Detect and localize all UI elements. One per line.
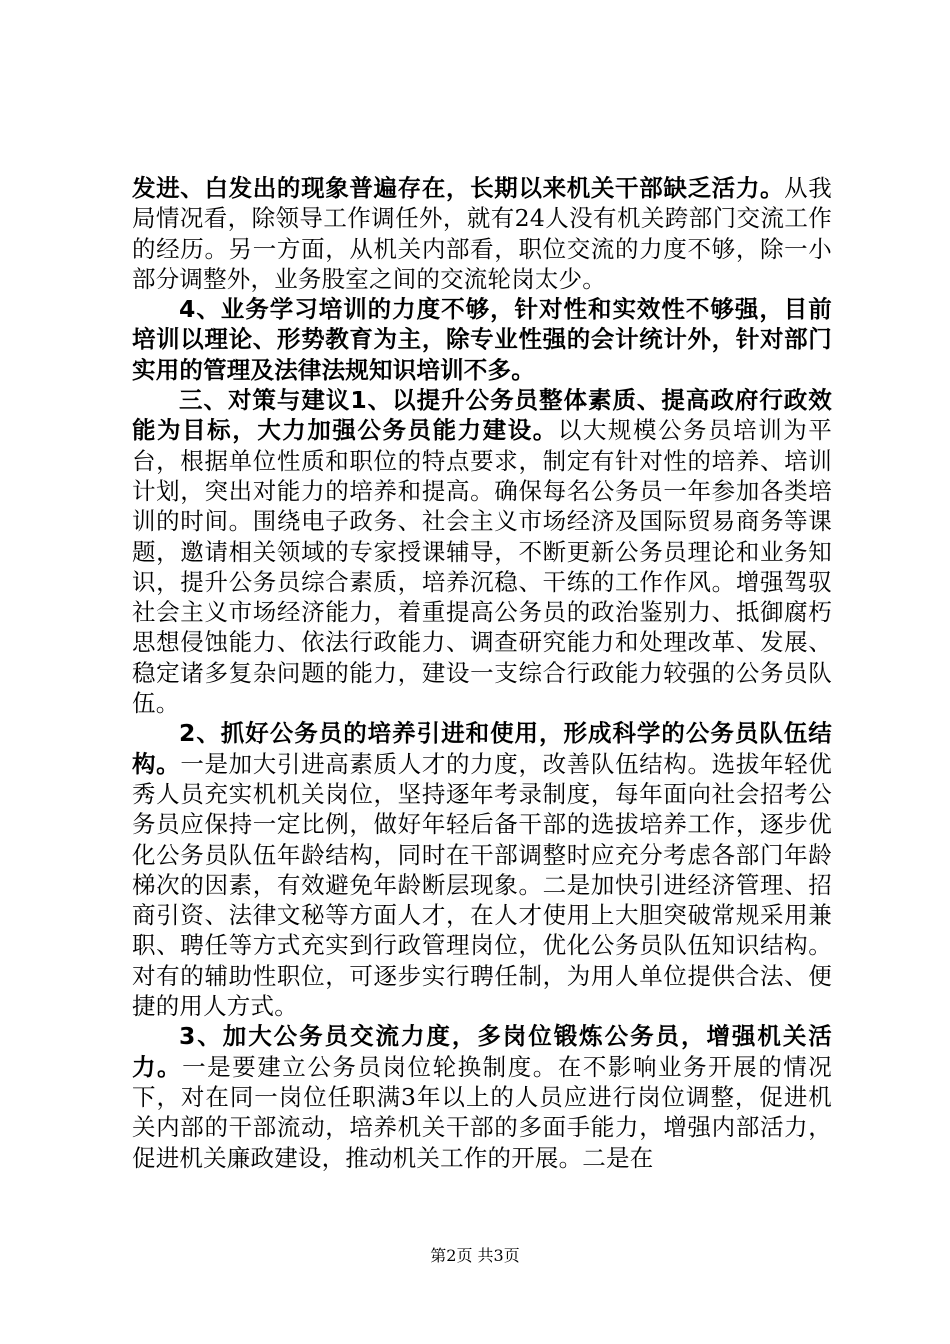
paragraph-3-bold: 三、对策与建议1、以提升公务员整体素质、提高政府行政效能为目标，大力加强公务员能力建设。 xyxy=(132,386,832,445)
paragraph-4 xyxy=(132,718,832,1021)
paragraph-1-text: 从我局情况看，除领导工作调任外，就有24人没有机关跨部门交流工作的经历。另一方面，从机关内部看，职位交流的力度不够，除一小部分调整外，业务股室之间的交流轮岗太少。 xyxy=(132,174,832,293)
paragraph-2-bold: 4、业务学习培训的力度不够，针对性和实效性不够强，目前培训以理论、形势教育为主，除专业性强的会计统计外，针对部门实用的管理及法律法规知识培训不多。 xyxy=(132,295,832,384)
paragraph-5 xyxy=(132,1021,832,1172)
page-footer: 第2页 共3页 xyxy=(430,1246,520,1265)
paragraph-4-bold: 2、抓好公务员的培养引进和使用，形成科学的公务员队伍结构。 xyxy=(132,719,832,778)
paragraph-3-text: 以大规模公务员培训为平台，根据单位性质和职位的特点要求，制定有针对性的培养、培训计划，突出对能力的培养和提高。确保每名公务员一年参加各类培训的时间。围绕电子政务、社会主义市场经济及国际贸易商务等课题，邀请相关领域的专家授课辅导，不断更新公务员理论和业务知识，提升公务员综合素质，培养沉稳、干练的工作作风。增强驾驭社会主义市场经济能力，着重提高公务员的政治鉴别力、抵御腐朽思想侵蚀能力、依法行政能力、调查研究能力和处理改革、发展、稳定诸多复杂问题的能力，建设一支综合行政能力较强的公务员队伍。 xyxy=(132,416,832,718)
paragraph-5-bold: 3、加大公务员交流力度，多岗位锻炼公务员，增强机关活力。 xyxy=(132,1022,832,1081)
document-body xyxy=(132,173,832,1173)
paragraph-1 xyxy=(132,173,832,294)
paragraph-1-bold: 发进、白发出的现象普遍存在，长期以来机关干部缺乏活力。 xyxy=(132,174,785,202)
paragraph-5-text: 一是要建立公务员岗位轮换制度。在不影响业务开展的情况下，对在同一岗位任职满3年以上的人员应进行岗位调整，促进机关内部的干部流动，培养机关干部的多面手能力，增强内部活力，促进机关廉政建设，推动机关工作的开展。二是在 xyxy=(132,1052,833,1172)
paragraph-3 xyxy=(132,385,832,718)
paragraph-4-text: 一是加大引进高素质人才的力度，改善队伍结构。选拔年轻优秀人员充实机机关岗位，坚持逐年考录制度，每年面向社会招考公务员应保持一定比例，做好年轻后备干部的选拔培养工作，逐步优化公务员队伍年龄结构，同时在干部调整时应充分考虑各部门年龄梯次的因素，有效避免年龄断层现象。二是加快引进经济管理、招商引资、法律文秘等方面人才，在人才使用上大胆突破常规采用兼职、聘任等方式充实到行政管理岗位，优化公务员队伍知识结构。对有的辅助性职位，可逐步实行聘任制，为用人单位提供合法、便捷的用人方式。 xyxy=(132,749,832,1021)
paragraph-2 xyxy=(132,294,832,385)
